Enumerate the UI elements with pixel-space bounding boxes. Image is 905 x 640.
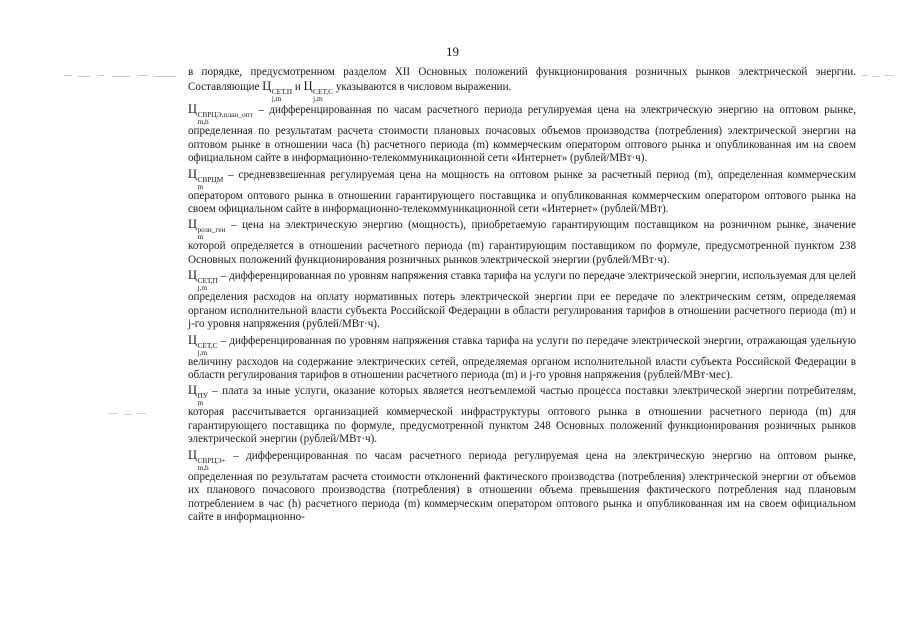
scan-artifact-left — [64, 72, 182, 80]
lead-joiner: и — [292, 80, 304, 93]
lead-text-before: в порядке, предусмотренном разделом XII Основных положений функционирования розничных рынков электрической энергии. Составляющие — [188, 66, 856, 93]
scan-artifact-middle — [108, 412, 148, 416]
lead-text-after: указываются в числовом выражении. — [333, 80, 512, 93]
definition-paragraph — [188, 449, 856, 525]
lead-paragraph — [188, 66, 856, 102]
formula-symbol: Ц СВРЦЭ,план_опт m,h — [188, 102, 253, 127]
formula-symbol: Ц ПУ m — [188, 383, 209, 408]
definition-paragraph — [188, 384, 856, 447]
definition-paragraph — [188, 269, 856, 332]
formula-symbol: Ц СЕТ,С j,m — [188, 332, 218, 357]
document-body — [188, 66, 856, 525]
definition-paragraph — [188, 218, 856, 267]
formula-symbol: Ц СЕТ,П j,m — [188, 268, 218, 293]
definition-text: – цена на электрическую энергию (мощность), приобретаемую гарантирующим поставщиком на розничном рынке, значение которой определяется в отношении расчетного периода (m) гарантирующим поставщиком по формуле, предусмотренной пунктом 238 Основных положений функционирования розничных рынков электрической энергии (рублей/МВт·ч). — [188, 219, 856, 266]
definition-paragraph — [188, 103, 856, 166]
formula-symbol: Ц СВРЦМ m — [188, 166, 224, 191]
formula-symbol: Ц СЕТ,С j,m — [303, 78, 334, 103]
definition-text: – дифференцированная по уровням напряжения ставка тарифа на услуги по передаче электрической энергии, отражающая удельную величину расходов на содержание электрических сетей, определяемая органом исполнительной власти субъекта Российской Федерации в области регулирования тарифов в отношении расчетного периода (m) и j-го уровня напряжения (рублей/МВт·мес). — [188, 334, 856, 382]
formula-symbol: Ц СВРЦЭ+ m,h — [188, 447, 226, 472]
scan-artifact-right — [862, 73, 896, 79]
definition-paragraph — [188, 168, 856, 217]
page-number: 19 — [446, 44, 459, 59]
definition-text: – средневзвешенная регулируемая цена на мощность на оптовом рынке за расчетный период (m), определенная коммерческим оператором оптового рынка в отношении гарантирующего поставщика и опубликованная коммерческим оператором оптового рынка на своем официальном сайте в информационно-телекоммуникационной сети «Интернет» (рублей/МВт). — [188, 168, 856, 216]
definition-text: – плата за иные услуги, оказание которых является неотъемлемой частью процесса поставки электрической энергии потребителям, которая рассчитывается организацией коммерческой инфраструктуры оптового рынка в отношении расчетного периода (m) для гарантирующего поставщика по формуле, предусмотренной пунктом 248 Основных положений функционирования розничных рынков электрической энергии (рублей/МВт·ч). — [188, 385, 856, 446]
formula-symbol: Ц СЕТ,П j,m — [262, 78, 293, 103]
definition-text: – дифференцированная по уровням напряжения ставка тарифа на услуги по передаче электрической энергии, используемая для целей определения расходов на оплату нормативных потерь электрической энергии при ее передаче по электрическим сетям, определяемая органом исполнительной власти субъекта Российской Федерации в области регулирования тарифов в отношении расчетного периода (m) и j-го уровня напряжения (рублей/МВт·ч). — [188, 270, 856, 331]
definition-text: – дифференцированная по часам расчетного периода регулируемая цена на электрическую энергию на оптовом рынке, определенная по результатам расчета стоимости отклонений фактического производства (потребления) электрической энергии от объемов их планового почасового производства (потребления) в отношении объема превышения фактического потребления над плановым потреблением в час (h) расчетного периода (m) коммерческим оператором оптового рынка и опубликованная им на своем официальном сайте в информационно- — [188, 449, 856, 524]
definition-text: – дифференцированная по часам расчетного периода регулируемая цена на электрическую энергию на оптовом рынке, определенная по результатам расчета стоимости плановых почасовых объемов производства (потребления) электрической энергии на оптовом рынке в отношении часа (h) расчетного периода (m) коммерческим оператором оптового рынка и опубликованная им на своем официальном сайте в информационно-телекоммуникационной сети «Интернет» (рублей/МВт·ч). — [188, 104, 856, 165]
formula-symbol: Ц розн_ген m — [188, 217, 226, 242]
definition-paragraph — [188, 334, 856, 383]
